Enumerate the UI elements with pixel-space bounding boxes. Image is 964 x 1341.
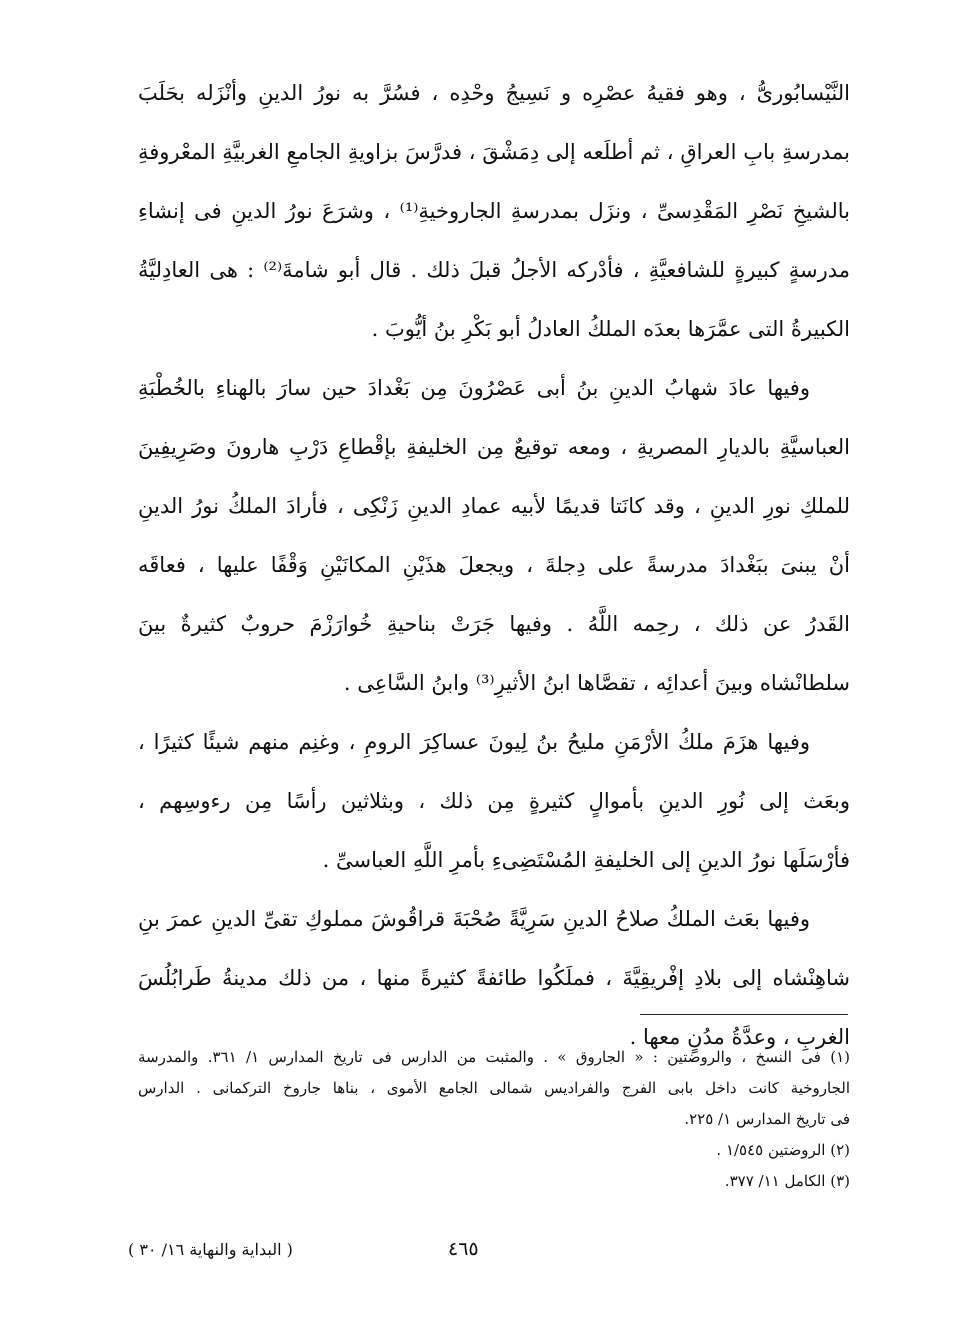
text-line: للملكِ نورِ الدينِ ، وقد كانَتا قديمًا لأبيه عمادِ الدينِ زَنْكِى ، فأرادَ الملكُ نورُ الدينِ [138,494,850,518]
series-reference: ( البداية والنهاية ١٦/ ٣٠ ) [128,1240,293,1259]
paragraph-1 [138,64,850,359]
text-line: وفيها بعَث الملكُ صلاحُ الدينِ سَرِيَّةً صُحْبَةَ قراقُوشَ مملوكِ تقىِّ الدينِ عمرَ بنِ [138,907,810,931]
text-line: وبعَث إلى نُورِ الدينِ بأموالٍ كثيرةٍ مِن ذلك ، وبثلاثين رأسًا مِن رءوسِهم ، [138,789,850,813]
footnote-2: (٢) الروضتين ١/٥٤٥ . [716,1141,850,1159]
paragraph-4 [138,890,850,1067]
footnote-1-line: (١) فى النسخ ، والروضتين : « الجاروق » . والمثبت من الدارس فى تاريخ المدارس ١/ ٣٦١. والمدرسة [138,1048,850,1066]
paragraph-3 [138,713,850,890]
text-line: أنْ يبنىَ ببَغْدادَ مدرسةً على دِجلةَ ، ويجعلَ هذَيْنِ المكانَيْنِ وَقْفًا عليها ، فعاقَه [138,553,850,577]
text-line: شاهِنْشاه إلى بلادِ إفْريقِيَّةَ ، فملَكُوا طائفةً كثيرةً منها ، من ذلك مدينةُ طَرابُلُسَ [138,966,850,990]
text-line: سلطانْشاه وبينَ أعدائِه ، تقصَّاها ابنُ الأثيرِ⁽³⁾ وابنُ السَّاعِى . [343,671,850,695]
text-line: الكبيرةُ التى عمَّرَها بعدَه الملكُ العادلُ أبو بَكْرِ بنُ أيُّوبَ . [371,317,850,341]
footnotes [138,1042,850,1197]
text-line: العباسيَّةِ بالديارِ المصريةِ ، ومعه توقيعٌ مِن الخليفةِ بإقْطاعِ دَرْبِ هارونَ وصَرِيفِينَ [138,435,850,459]
text-line: بالشيخِ نَصْرِ المَقْدِسىِّ ، ونزَل بمدرسةِ الجاروخيةِ⁽¹⁾ ، وشرَعَ نورُ الدينِ فى إنشاءِ [138,199,850,223]
main-text [138,64,850,1067]
text-line: وفيها عادَ شهابُ الدينِ بنُ أبى عَصْرُونَ مِن بَغْدادَ حين سارَ بالهناءِ بالخُطْبَةِ [138,376,810,400]
text-line: الغربِ ، وعدَّةُ مدُنٍ معها . [629,1025,850,1049]
footnote-1-line: الجاروخية كانت داخل بابى الفرج والفراديس شمالى الجامع الأموى ، بناها جاروخ التركمانى . الدارس [138,1079,850,1097]
footnote-separator [640,1014,848,1015]
text-line: وفيها هزَمَ ملكُ الأرْمَنِ مليحُ بنُ لِيونَ عساكِرَ الرومِ ، وغنِم منهم شيئًا كثيرًا ، [138,730,810,754]
page-number: ٤٦٥ [448,1238,479,1260]
text-line: القَدرُ عن ذلك ، رحِمه اللَّهُ . وفيها جَرَتْ بناحيةِ خُوارَزْمَ حروبٌ كثيرةٌ بينَ [138,612,850,636]
footnote-1-line: فى تاريخ المدارس ١/ ٢٢٥. [684,1110,850,1128]
text-line: مدرسةٍ كبيرةٍ للشافعيَّةِ ، فأدْركه الأجلُ قبلَ ذلك . قال أبو شامةَ⁽²⁾ : هى العادِليَّةُ [138,258,850,282]
text-line: بمدرسةِ بابِ العراقِ ، ثم أطلَعه إلى دِمَشْقَ ، فدرَّسَ بزاويةِ الجامعِ الغربيَّةِ المعْروفةِ [138,140,850,164]
footnote-3: (٣) الكامل ١١/ ٣٧٧. [724,1172,850,1190]
text-line: فأرْسَلَها نورُ الدينِ إلى الخليفةِ المُسْتَضِىءِ بأمرِ اللَّهِ العباسىِّ . [322,848,850,872]
paragraph-2 [138,359,850,713]
text-line: النَّيْسابُورىُّ ، وهو فقيهُ عصْرِه و نَسِيجُ وحْدِه ، فسُرَّ به نورُ الدينِ وأنْزَله بحَلَبَ [138,81,850,105]
